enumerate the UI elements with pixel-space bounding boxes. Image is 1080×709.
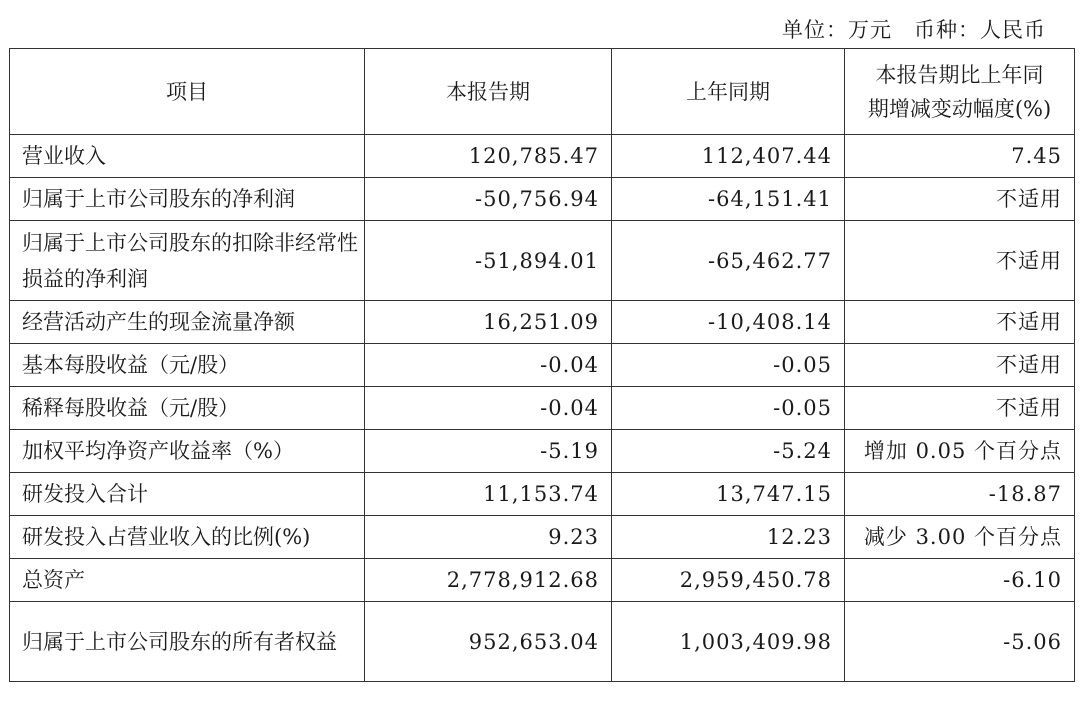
row-prior: -65,462.77 <box>612 221 845 301</box>
currency-label: 币种：人民币 <box>914 18 1046 42</box>
row-change: 不适用 <box>845 221 1075 301</box>
table-header-row <box>10 49 1075 135</box>
header-prior-period: 上年同期 <box>612 49 845 135</box>
row-item: 稀释每股收益（元/股） <box>10 387 365 430</box>
header-item: 项目 <box>10 49 365 135</box>
row-change: 不适用 <box>845 178 1075 221</box>
row-prior: 112,407.44 <box>612 135 845 178</box>
row-prior: 13,747.15 <box>612 473 845 516</box>
row-prior: -5.24 <box>612 430 845 473</box>
row-item: 经营活动产生的现金流量净额 <box>10 301 365 344</box>
row-item: 研发投入合计 <box>10 473 365 516</box>
table-row <box>10 559 1075 602</box>
row-change: -18.87 <box>845 473 1075 516</box>
table-row <box>10 178 1075 221</box>
row-prior: -10,408.14 <box>612 301 845 344</box>
row-change: -6.10 <box>845 559 1075 602</box>
table-row <box>10 516 1075 559</box>
row-current: 952,653.04 <box>365 602 612 682</box>
row-change: 不适用 <box>845 301 1075 344</box>
row-change: 不适用 <box>845 387 1075 430</box>
row-item: 归属于上市公司股东的扣除非经常性损益的净利润 <box>10 221 365 301</box>
row-item: 总资产 <box>10 559 365 602</box>
row-item: 基本每股收益（元/股） <box>10 344 365 387</box>
table-row <box>10 344 1075 387</box>
unit-currency-line <box>782 14 1046 44</box>
row-change: -5.06 <box>845 602 1075 682</box>
row-current: -51,894.01 <box>365 221 612 301</box>
row-current: -0.04 <box>365 387 612 430</box>
row-prior: -0.05 <box>612 344 845 387</box>
table-row <box>10 430 1075 473</box>
table-row <box>10 387 1075 430</box>
row-current: 16,251.09 <box>365 301 612 344</box>
table-row <box>10 135 1075 178</box>
row-current: 11,153.74 <box>365 473 612 516</box>
row-item: 归属于上市公司股东的净利润 <box>10 178 365 221</box>
financial-data-table <box>9 48 1075 682</box>
row-item: 加权平均净资产收益率（%） <box>10 430 365 473</box>
row-prior: -64,151.41 <box>612 178 845 221</box>
unit-label: 单位：万元 <box>782 18 892 42</box>
header-change-percent <box>845 49 1075 135</box>
row-prior: 12.23 <box>612 516 845 559</box>
header-current-period: 本报告期 <box>365 49 612 135</box>
row-current: 9.23 <box>365 516 612 559</box>
row-change: 减少 3.00 个百分点 <box>845 516 1075 559</box>
header-change-line1: 本报告期比上年同 <box>875 62 1044 87</box>
row-item: 归属于上市公司股东的所有者权益 <box>10 602 365 682</box>
row-item: 营业收入 <box>10 135 365 178</box>
row-change: 增加 0.05 个百分点 <box>845 430 1075 473</box>
row-current: 120,785.47 <box>365 135 612 178</box>
row-current: -50,756.94 <box>365 178 612 221</box>
row-current: -0.04 <box>365 344 612 387</box>
table-row <box>10 473 1075 516</box>
header-change-line2: 期增减变动幅度(%) <box>867 96 1052 121</box>
row-current: -5.19 <box>365 430 612 473</box>
table-row <box>10 602 1075 682</box>
row-current: 2,778,912.68 <box>365 559 612 602</box>
row-change: 7.45 <box>845 135 1075 178</box>
table-row <box>10 301 1075 344</box>
row-item: 研发投入占营业收入的比例(%) <box>10 516 365 559</box>
row-change: 不适用 <box>845 344 1075 387</box>
table-row <box>10 221 1075 301</box>
row-prior: 1,003,409.98 <box>612 602 845 682</box>
row-prior: -0.05 <box>612 387 845 430</box>
row-prior: 2,959,450.78 <box>612 559 845 602</box>
